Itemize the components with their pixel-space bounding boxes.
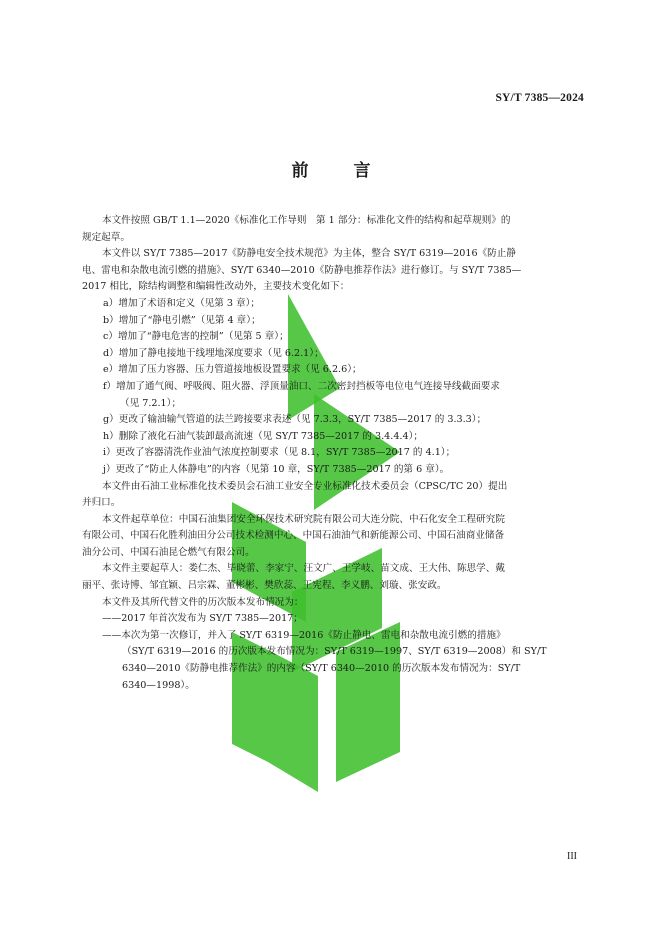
version-history-list	[82, 611, 584, 694]
document-code: SY/T 7385—2024	[495, 92, 584, 104]
history-item-continuation: 6340—1998）。	[122, 679, 195, 691]
list-item: i）更改了容器清洗作业油气浓度控制要求（见 8.1，SY/T 7385—2017 的 4.1）；	[103, 447, 456, 459]
list-item: e）增加了压力容器、压力管道接地板设置要求（见 6.2.6）；	[103, 364, 362, 376]
technical-changes-list	[82, 296, 584, 479]
page-number: III	[567, 851, 577, 862]
drafting-units-paragraph	[82, 512, 584, 562]
intro-paragraph-2	[82, 246, 584, 296]
document-body	[82, 213, 584, 694]
history-item: ——本次为第一次修订，并入了 SY/T 6319—2016《防止静电、雷电和杂散电流引燃的措施》	[102, 629, 506, 641]
text-line: 并归口。	[82, 497, 121, 509]
proposer-paragraph	[82, 479, 584, 512]
text-line: 本文件及其所代替文件的历次版本发布情况为：	[102, 596, 304, 608]
list-item-continuation: （见 7.2.1）；	[120, 397, 182, 409]
history-item-continuation: （SY/T 6319—2016 的历次版本发布情况为：SY/T 6319—1997、SY/T 6319—2008）和 SY/T	[122, 646, 547, 658]
history-item: ——2017 年首次发布为 SY/T 7385—2017；	[102, 613, 303, 625]
list-item: a）增加了术语和定义（见第 3 章）；	[103, 297, 261, 309]
list-item: f）增加了通气阀、呼吸阀、阻火器、浮顶量油口、二次密封挡板等电位电气连接导线截面要求	[103, 380, 500, 392]
intro-paragraph-1	[82, 213, 584, 246]
list-item: d）增加了静电接地干线埋地深度要求（见 6.2.1）；	[103, 347, 324, 359]
list-item: h）删除了液化石油气装卸最高流速（见 SY/T 7385—2017 的 3.4.4.4）；	[103, 430, 423, 442]
list-item: g）更改了输油输气管道的法兰跨接要求表述（见 7.3.3，SY/T 7385—2017 的 3.3.3）；	[103, 414, 487, 426]
text-line: 电、雷电和杂散电流引燃的措施》、SY/T 6340—2010《防静电推荐作法》进行修订。与 SY/T 7385—	[82, 264, 522, 276]
list-item: j）更改了“防止人体静电”的内容（见第 10 章，SY/T 7385—2017 的第 6 章）。	[103, 463, 450, 475]
text-line: 本文件由石油工业标准化技术委员会石油工业安全专业标准化技术委员会（CPSC/TC 20）提出	[102, 480, 508, 492]
history-item-continuation: 6340—2010《防静电推荐作法》的内容（SY/T 6340—2010 的历次版本发布情况为：SY/T	[122, 663, 521, 675]
list-item: c）增加了“静电危害的控制”（见第 5 章）；	[103, 331, 289, 343]
drafters-paragraph	[82, 561, 584, 594]
text-line: 油分公司、中国石油昆仑燃气有限公司。	[82, 546, 255, 558]
text-line: 丽平、张诗博、邹宜颖、吕宗霖、董彬彬、樊欣蕊、王宪程、李义鹏、刘璇、张安政。	[82, 580, 447, 592]
text-line: 本文件以 SY/T 7385—2017《防静电安全技术规范》为主体，整合 SY/T 6319—2016《防止静	[102, 248, 516, 260]
text-line: 本文件起草单位：中国石油集团安全环保技术研究院有限公司大连分院、中石化安全工程研究院	[102, 513, 505, 525]
page-title: 前 言	[291, 161, 385, 181]
history-intro-paragraph	[82, 595, 584, 612]
text-line: 本文件主要起草人：娄仁杰、毕晓蕾、李家宁、汪文广、王学岐、苗文成、王大伟、陈思学、戴	[102, 563, 505, 575]
text-line: 2017 相比，除结构调整和编辑性改动外，主要技术变化如下：	[82, 281, 350, 293]
text-line: 规定起草。	[82, 231, 130, 243]
text-line: 有限公司、中国石化胜利油田分公司技术检测中心、中国石油油气和新能源公司、中国石油商业储备	[82, 530, 505, 542]
list-item: b）增加了“静电引燃”（见第 4 章）；	[103, 314, 261, 326]
text-line: 本文件按照 GB/T 1.1—2020《标准化工作导则 第 1 部分：标准化文件的结构和起草规则》的	[102, 215, 511, 226]
